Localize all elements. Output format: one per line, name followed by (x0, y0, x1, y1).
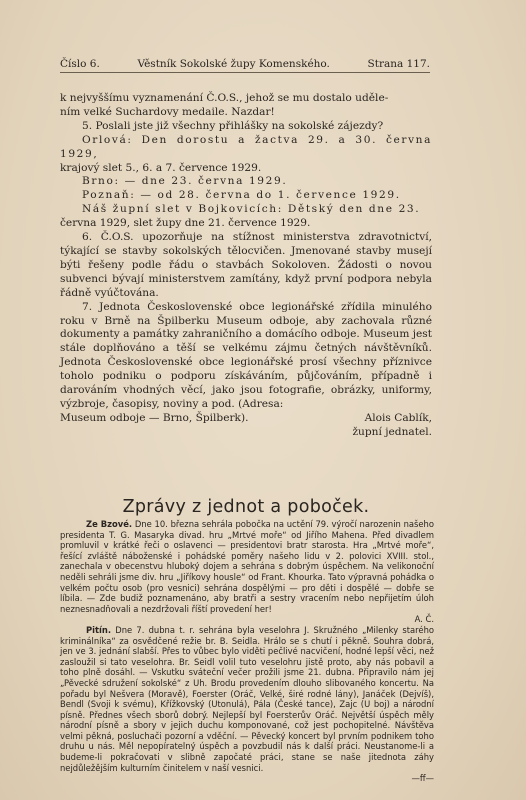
news-reports (60, 519, 434, 784)
signature-name: Alois Cablík, (364, 411, 432, 424)
issue-number: Číslo 6. (60, 58, 100, 70)
signature-role: župní jednatel. (352, 425, 432, 438)
item-5-line: Poznaň: — od 28. června do 1. července 1929. (82, 189, 401, 202)
item-7: 7. Jednota Československé obce legionářské zřídila minulého roku v Brně na Špilberku Museum odboje, aby zachovala různé dokumenty a památky zahraničního a domácího odboje. Museum jest stále doplňováno a těší se velkému zájmu četných návštěvníků. Jednota Československé obce legionářské prosí všechny příznivce toholo podniku o podporu získáváním, půjčováním, případně i darováním vhodných věcí, jako jsou fotografie, obrázky, uniformy, výzbroje, časopisy, noviny a pod. (Adresa: (60, 300, 432, 410)
news-lead: Ze Bzové. (86, 519, 133, 529)
news-item (60, 625, 434, 773)
item-5-line: Brno: — dne 23. června 1929. (82, 175, 288, 188)
line: ním velké Suchardovy medaile. Nazdar! (60, 105, 275, 118)
journal-title: Věstník Sokolské župy Komenského. (137, 58, 330, 70)
item-7-last-line: Museum odboje — Brno, Špilberk). (60, 411, 249, 424)
news-text: Dne 10. března sehrála pobočka na uctění 79. výročí narozenin našeho presidenta T. G. Masaryka divad. hru „Mrtvé moře“ od Jiřího Mahena. Před divadlem promluvil v krátké řeči o oslavenci — presidentovi bratr starosta. Hra „Mrtvé moře“, řešící zvláště náboženské i pohádské poměry našeho lidu v 2. polovici XVIII. stol., zanechala v obecenstvu hluboký dojem a sehrána s dobrým úspěchem. Na velikonoční neděli sehráli jsme div. hru „Jiříkovy housle“ od Frant. Khourka. Tato výpravná pohádka o velkém počtu osob (pro vesnici) sehrána dospělými — pro děti i dospělé — dobře se líbila. — Zde budiž poznamenáno, aby bratři a sestry vracením nebo nepřijetím úloh neznesnadňovali a nezdržovali říští provedení her! (60, 519, 434, 614)
section-title: Zprávy z jednot a poboček. (122, 497, 370, 517)
page-header (60, 58, 430, 73)
item-7-end (60, 412, 432, 426)
news-signature: A. Č. (414, 614, 434, 625)
item-5-line: 5. Poslali jste již všechny přihlášky na sokolské zájezdy? (82, 119, 384, 132)
item-5-line: krajový slet 5., 6. a 7. července 1929. (60, 161, 262, 174)
news-lead: Pitín. (86, 624, 112, 635)
announcements (60, 92, 432, 440)
line: k nejvyššímu vyznamenání Č.O.S., jehož se mu dostalo uděle- (60, 92, 389, 104)
page-number: Strana 117. (367, 58, 430, 70)
item-5-line: června 1929, slet župy dne 21. července 1929. (60, 217, 311, 230)
item-5-line: Náš župní slet v Bojkovicích: Dětský den dne 23. (82, 203, 421, 216)
news-signature: —ff— (411, 773, 434, 784)
news-text: Dne 7. dubna t. r. sehrána byla veselohra J. Skružného „Milenky starého kriminálníka“ za osvědčené režie br. B. Seidla. Hrálo se s chutí i pěkně. Souhra dobrá, jen ve 3. jednání slabší. Přes to vůbec bylo viděti pečlivé nacvičení, hodné lepší věci, než zasloužil si tato veselohra. Br. Seidl volil tuto veselohru jistě proto, aby nás pobavil a toho plně dosáhl. — Vskutku sváteční večer prožili jsme 21. dubna. Připravilo nám jej „Pěvecké sdružení sokolské“ z Uh. Brodu provedením dlouho slibovaného koncertu. Na pořadu byl Nešvera (Moravě), Foerster (Oráč, Velké, širé rodné lány), Janáček (Dejvíš), Bendl (Svoji k svému), Křížkovský (Utonulá), Pála (České tance), Zajc (U boj) a národní písně. Přednes všech sborů dobrý. Nejlepší byl Foersterův Oráč. Největší úspěch měly národní písně a sbory v jejich duchu komponované, což jest pochopitelné. Návštěva velmi pěkná, posluchači pozorní a vděční. — Pěvecký koncert byl prvním podnikem toho druhu u nás. Měl nepopíratelný úspěch a povzbudil nás k další práci. Neustanome-li a budeme-li pokračovati v slibně započaté práci, stane se naše jitednota záhy nejdůležějším kulturním činitelem v naší vesnici. (60, 624, 434, 773)
news-item (60, 519, 434, 614)
item-6: 6. Č.O.S. upozorňuje na stížnost ministerstva zdravotnictví, týkající se stavby sokolských tělocvičen. Jmenované stavby musejí býti řešeny podle řádu o stavbách Sokoloven. Žádosti o novou subvenci bývají ministerstvem zamítány, když první podpora nebyla řádně vyúčtována. (60, 231, 432, 299)
item-5-line: Orlová: Den dorostu a žactva 29. a 30. června 1929, (60, 133, 432, 160)
